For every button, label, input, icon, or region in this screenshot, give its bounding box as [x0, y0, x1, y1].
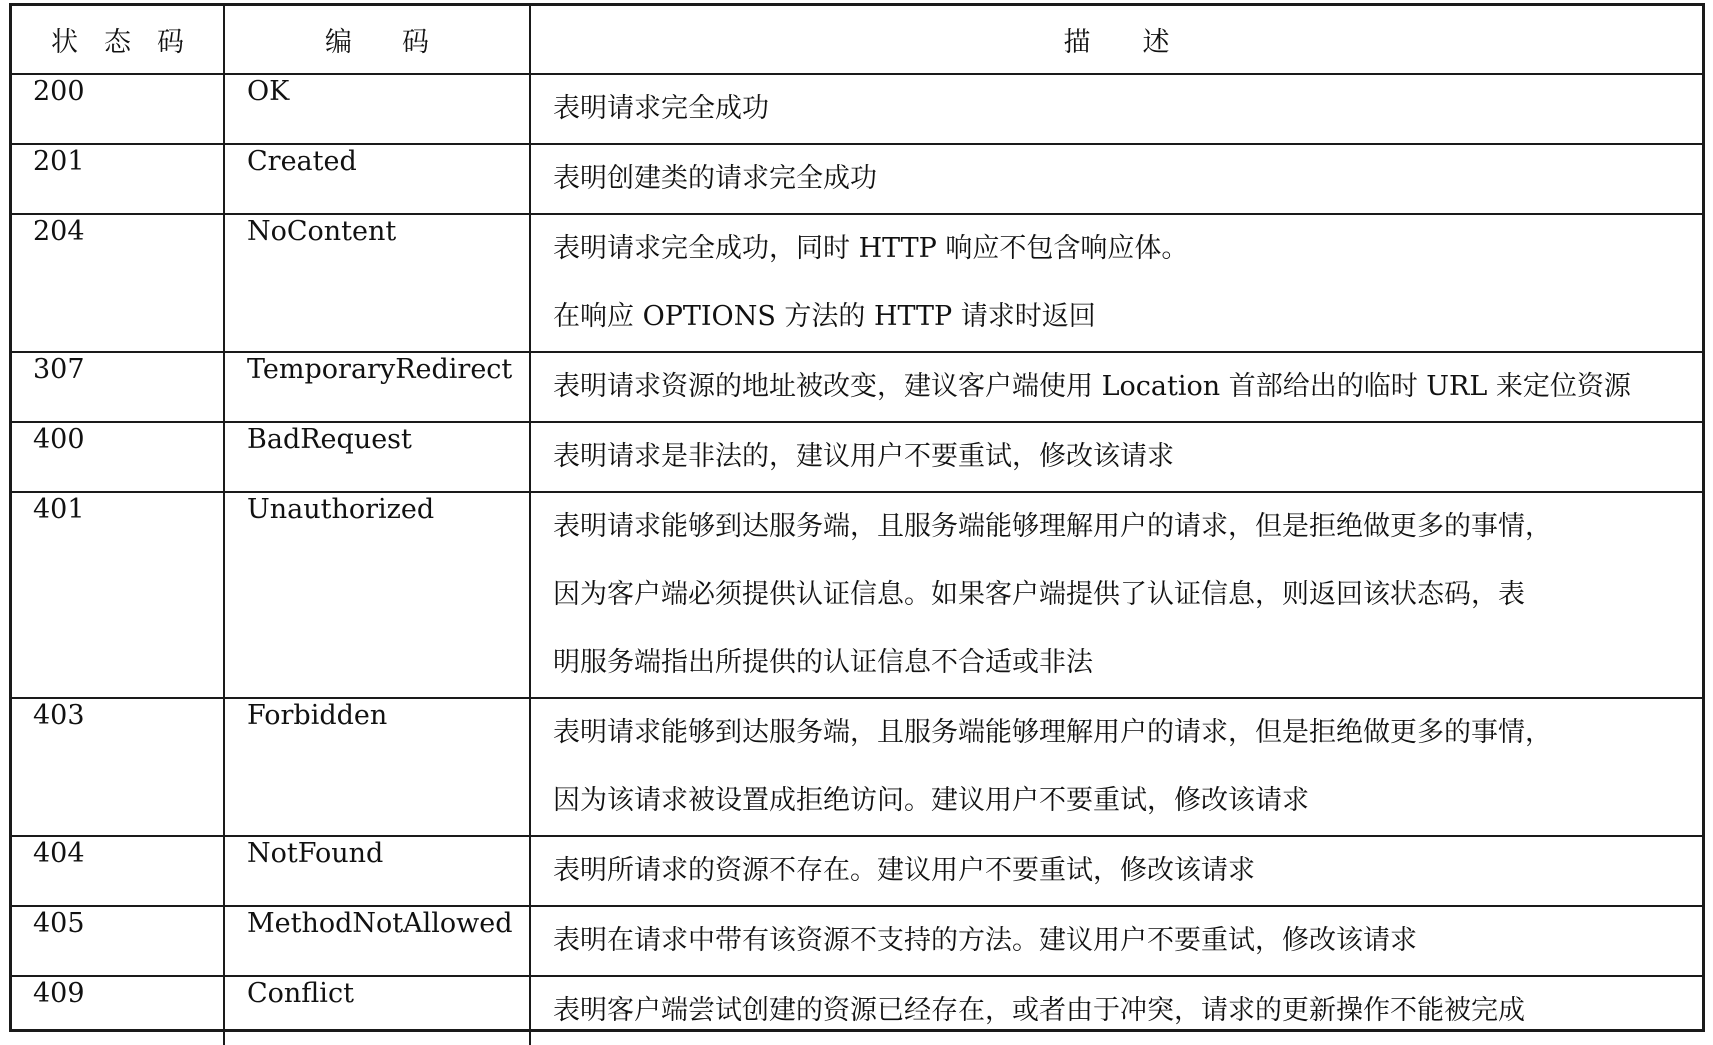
status-cell: 409 — [12, 976, 224, 1045]
code-cell: Created — [224, 144, 530, 214]
code-cell: NoContent — [224, 214, 530, 352]
description-cell: 表明请求能够到达服务端，且服务端能够理解用户的请求，但是拒绝做更多的事情， 因为该请求被设置成拒绝访问。建议用户不要重试，修改该请求 — [530, 698, 1702, 836]
description-cell: 表明请求是非法的，建议用户不要重试，修改该请求 — [530, 422, 1702, 492]
code-cell: MethodNotAllowed — [224, 906, 530, 976]
status-cell: 200 — [12, 74, 224, 144]
description-cell: 表明请求完全成功，同时 HTTP 响应不包含响应体。 在响应 OPTIONS 方法的 HTTP 请求时返回 — [530, 214, 1702, 352]
header-status-code: 状态码 — [12, 6, 224, 74]
description-cell: 表明所请求的资源不存在。建议用户不要重试，修改该请求 — [530, 836, 1702, 906]
status-cell: 307 — [12, 352, 224, 422]
description-cell: 表明在请求中带有该资源不支持的方法。建议用户不要重试，修改该请求 — [530, 906, 1702, 976]
code-cell: Forbidden — [224, 698, 530, 836]
code-cell: BadRequest — [224, 422, 530, 492]
header-code: 编码 — [224, 6, 530, 74]
http-status-code-table — [12, 6, 1702, 1045]
code-cell: Unauthorized — [224, 492, 530, 698]
status-code-table-container — [9, 3, 1705, 1032]
description-cell: 表明请求资源的地址被改变，建议客户端使用 Location 首部给出的临时 URL 来定位资源 — [530, 352, 1702, 422]
table-row — [12, 214, 1702, 352]
code-cell: NotFound — [224, 836, 530, 906]
header-description: 描述 — [530, 6, 1702, 74]
code-cell: TemporaryRedirect — [224, 352, 530, 422]
description-cell: 表明客户端尝试创建的资源已经存在，或者由于冲突，请求的更新操作不能被完成 — [530, 976, 1702, 1045]
table-row — [12, 698, 1702, 836]
status-cell: 401 — [12, 492, 224, 698]
status-cell: 404 — [12, 836, 224, 906]
description-cell: 表明请求能够到达服务端，且服务端能够理解用户的请求，但是拒绝做更多的事情， 因为客户端必须提供认证信息。如果客户端提供了认证信息，则返回该状态码，表 明服务端指出所提供的认证信息不合适或非法 — [530, 492, 1702, 698]
description-cell: 表明请求完全成功 — [530, 74, 1702, 144]
status-cell: 405 — [12, 906, 224, 976]
status-cell: 403 — [12, 698, 224, 836]
status-cell: 201 — [12, 144, 224, 214]
status-cell: 400 — [12, 422, 224, 492]
description-cell: 表明创建类的请求完全成功 — [530, 144, 1702, 214]
code-cell: Conflict — [224, 976, 530, 1045]
table-row — [12, 492, 1702, 698]
table-row — [12, 976, 1702, 1045]
code-cell: OK — [224, 74, 530, 144]
status-cell: 204 — [12, 214, 224, 352]
